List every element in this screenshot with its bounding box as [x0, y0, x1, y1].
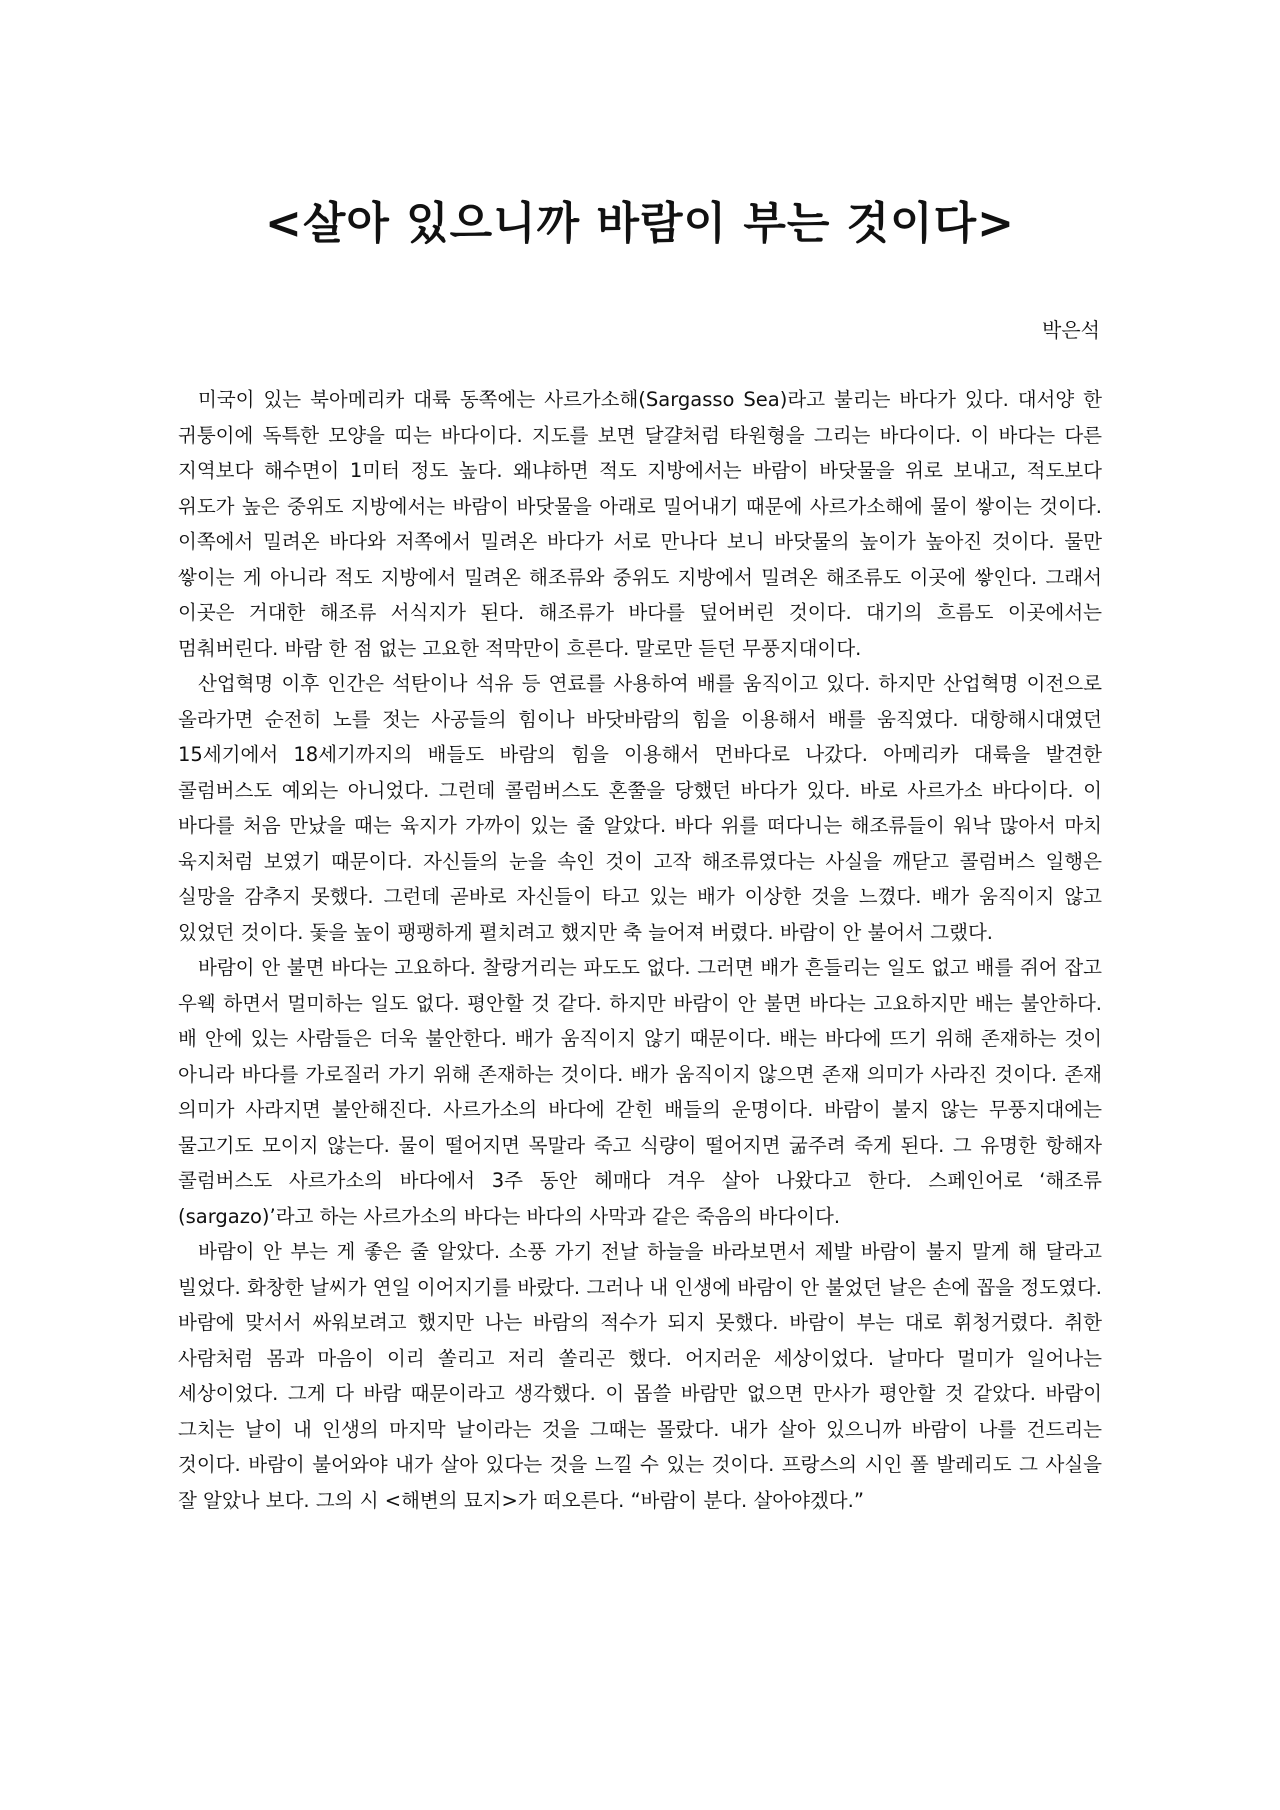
author-name: 박은석 [1042, 318, 1100, 342]
document-title: <살아 있으니까 바람이 부는 것이다> [264, 198, 1016, 249]
paragraph: 바람이 안 부는 게 좋은 줄 알았다. 소풍 가기 전날 하늘을 바라보면서 제발 바람이 불지 말게 해 달라고 빌었다. 화창한 날씨가 연일 이어지기를 바랐다. 그러나 내 인생에 바람이 안 불었던 날은 손에 꼽을 정도였다. 바람에 맞서서 싸워보려고 했지만 나는 바람의 적수가 되지 못했다. 바람이 부는 대로 휘청거렸다. 취한 사람처럼 몸과 마음이 이리 쏠리고 저리 쏠리곤 했다. 어지러운 세상이었다. 날마다 멀미가 일어나는 세상이었다. 그게 다 바람 때문이라고 생각했다. 이 몹쓸 바람만 없으면 만사가 평안할 것 같았다. 바람이 그치는 날이 내 인생의 마지막 날이라는 것을 그때는 몰랐다. 내가 살아 있으니까 바람이 나를 건드리는 것이다. 바람이 불어와야 내가 살아 있다는 것을 느낄 수 있는 것이다. 프랑스의 시인 폴 발레리도 그 사실을 잘 알았나 보다. 그의 시 <해변의 묘지>가 떠오른다. “바람이 분다. 살아야겠다.” [178, 1240, 1102, 1512]
paragraph: 미국이 있는 북아메리카 대륙 동쪽에는 사르가소해(Sargasso Sea)라고 불리는 바다가 있다. 대서양 한 귀퉁이에 독특한 모양을 띠는 바다이다. 지도를 보면 달걀처럼 타원형을 그리는 바다이다. 이 바다는 다른 지역보다 해수면이 1미터 정도 높다. 왜냐하면 적도 지방에서는 바람이 바닷물을 위로 보내고, 적도보다 위도가 높은 중위도 지방에서는 바람이 바닷물을 아래로 밀어내기 때문에 사르가소해에 물이 쌓이는 것이다. 이쪽에서 밀려온 바다와 저쪽에서 밀려온 바다가 서로 만나다 보니 바닷물의 높이가 높아진 것이다. 물만 쌓이는 게 아니라 적도 지방에서 밀려온 해조류와 중위도 지방에서 밀려온 해조류도 이곳에 쌓인다. 그래서 이곳은 거대한 해조류 서식지가 된다. 해조류가 바다를 덮어버린 것이다. 대기의 흐름도 이곳에서는 멈춰버린다. 바람 한 점 없는 고요한 적막만이 흐른다. 말로만 듣던 무풍지대이다. [178, 388, 1102, 660]
paragraph: 바람이 안 불면 바다는 고요하다. 찰랑거리는 파도도 없다. 그러면 배가 흔들리는 일도 없고 배를 쥐어 잡고 우웩 하면서 멀미하는 일도 없다. 평안할 것 같다. 하지만 바람이 안 불면 바다는 고요하지만 배는 불안하다. 배 안에 있는 사람들은 더욱 불안한다. 배가 움직이지 않기 때문이다. 배는 바다에 뜨기 위해 존재하는 것이 아니라 바다를 가로질러 가기 위해 존재하는 것이다. 배가 움직이지 않으면 존재 의미가 사라진 것이다. 존재 의미가 사라지면 불안해진다. 사르가소의 바다에 갇힌 배들의 운명이다. 바람이 불지 않는 무풍지대에는 물고기도 모이지 않는다. 물이 떨어지면 목말라 죽고 식량이 떨어지면 굶주려 죽게 된다. 그 유명한 항해자 콜럼버스도 사르가소의 바다에서 3주 동안 헤매다 겨우 살아 나왔다고 한다. 스페인어로 ‘해조류(sargazo)’라고 하는 사르가소의 바다는 바다의 사막과 같은 죽음의 바다이다. [178, 956, 1102, 1228]
document-body [178, 382, 1102, 1518]
paragraph: 산업혁명 이후 인간은 석탄이나 석유 등 연료를 사용하여 배를 움직이고 있다. 하지만 산업혁명 이전으로 올라가면 순전히 노를 젓는 사공들의 힘이나 바닷바람의 힘을 이용해서 배를 움직였다. 대항해시대였던 15세기에서 18세기까지의 배들도 바람의 힘을 이용해서 먼바다로 나갔다. 아메리카 대륙을 발견한 콜럼버스도 예외는 아니었다. 그런데 콜럼버스도 혼쭐을 당했던 바다가 있다. 바로 사르가소 바다이다. 이 바다를 처음 만났을 때는 육지가 가까이 있는 줄 알았다. 바다 위를 떠다니는 해조류들이 워낙 많아서 마치 육지처럼 보였기 때문이다. 자신들의 눈을 속인 것이 고작 해조류였다는 사실을 깨닫고 콜럼버스 일행은 실망을 감추지 못했다. 그런데 곧바로 자신들이 타고 있는 배가 이상한 것을 느꼈다. 배가 움직이지 않고 있었던 것이다. 돛을 높이 팽팽하게 펼치려고 했지만 축 늘어져 버렸다. 바람이 안 불어서 그랬다. [178, 672, 1102, 944]
